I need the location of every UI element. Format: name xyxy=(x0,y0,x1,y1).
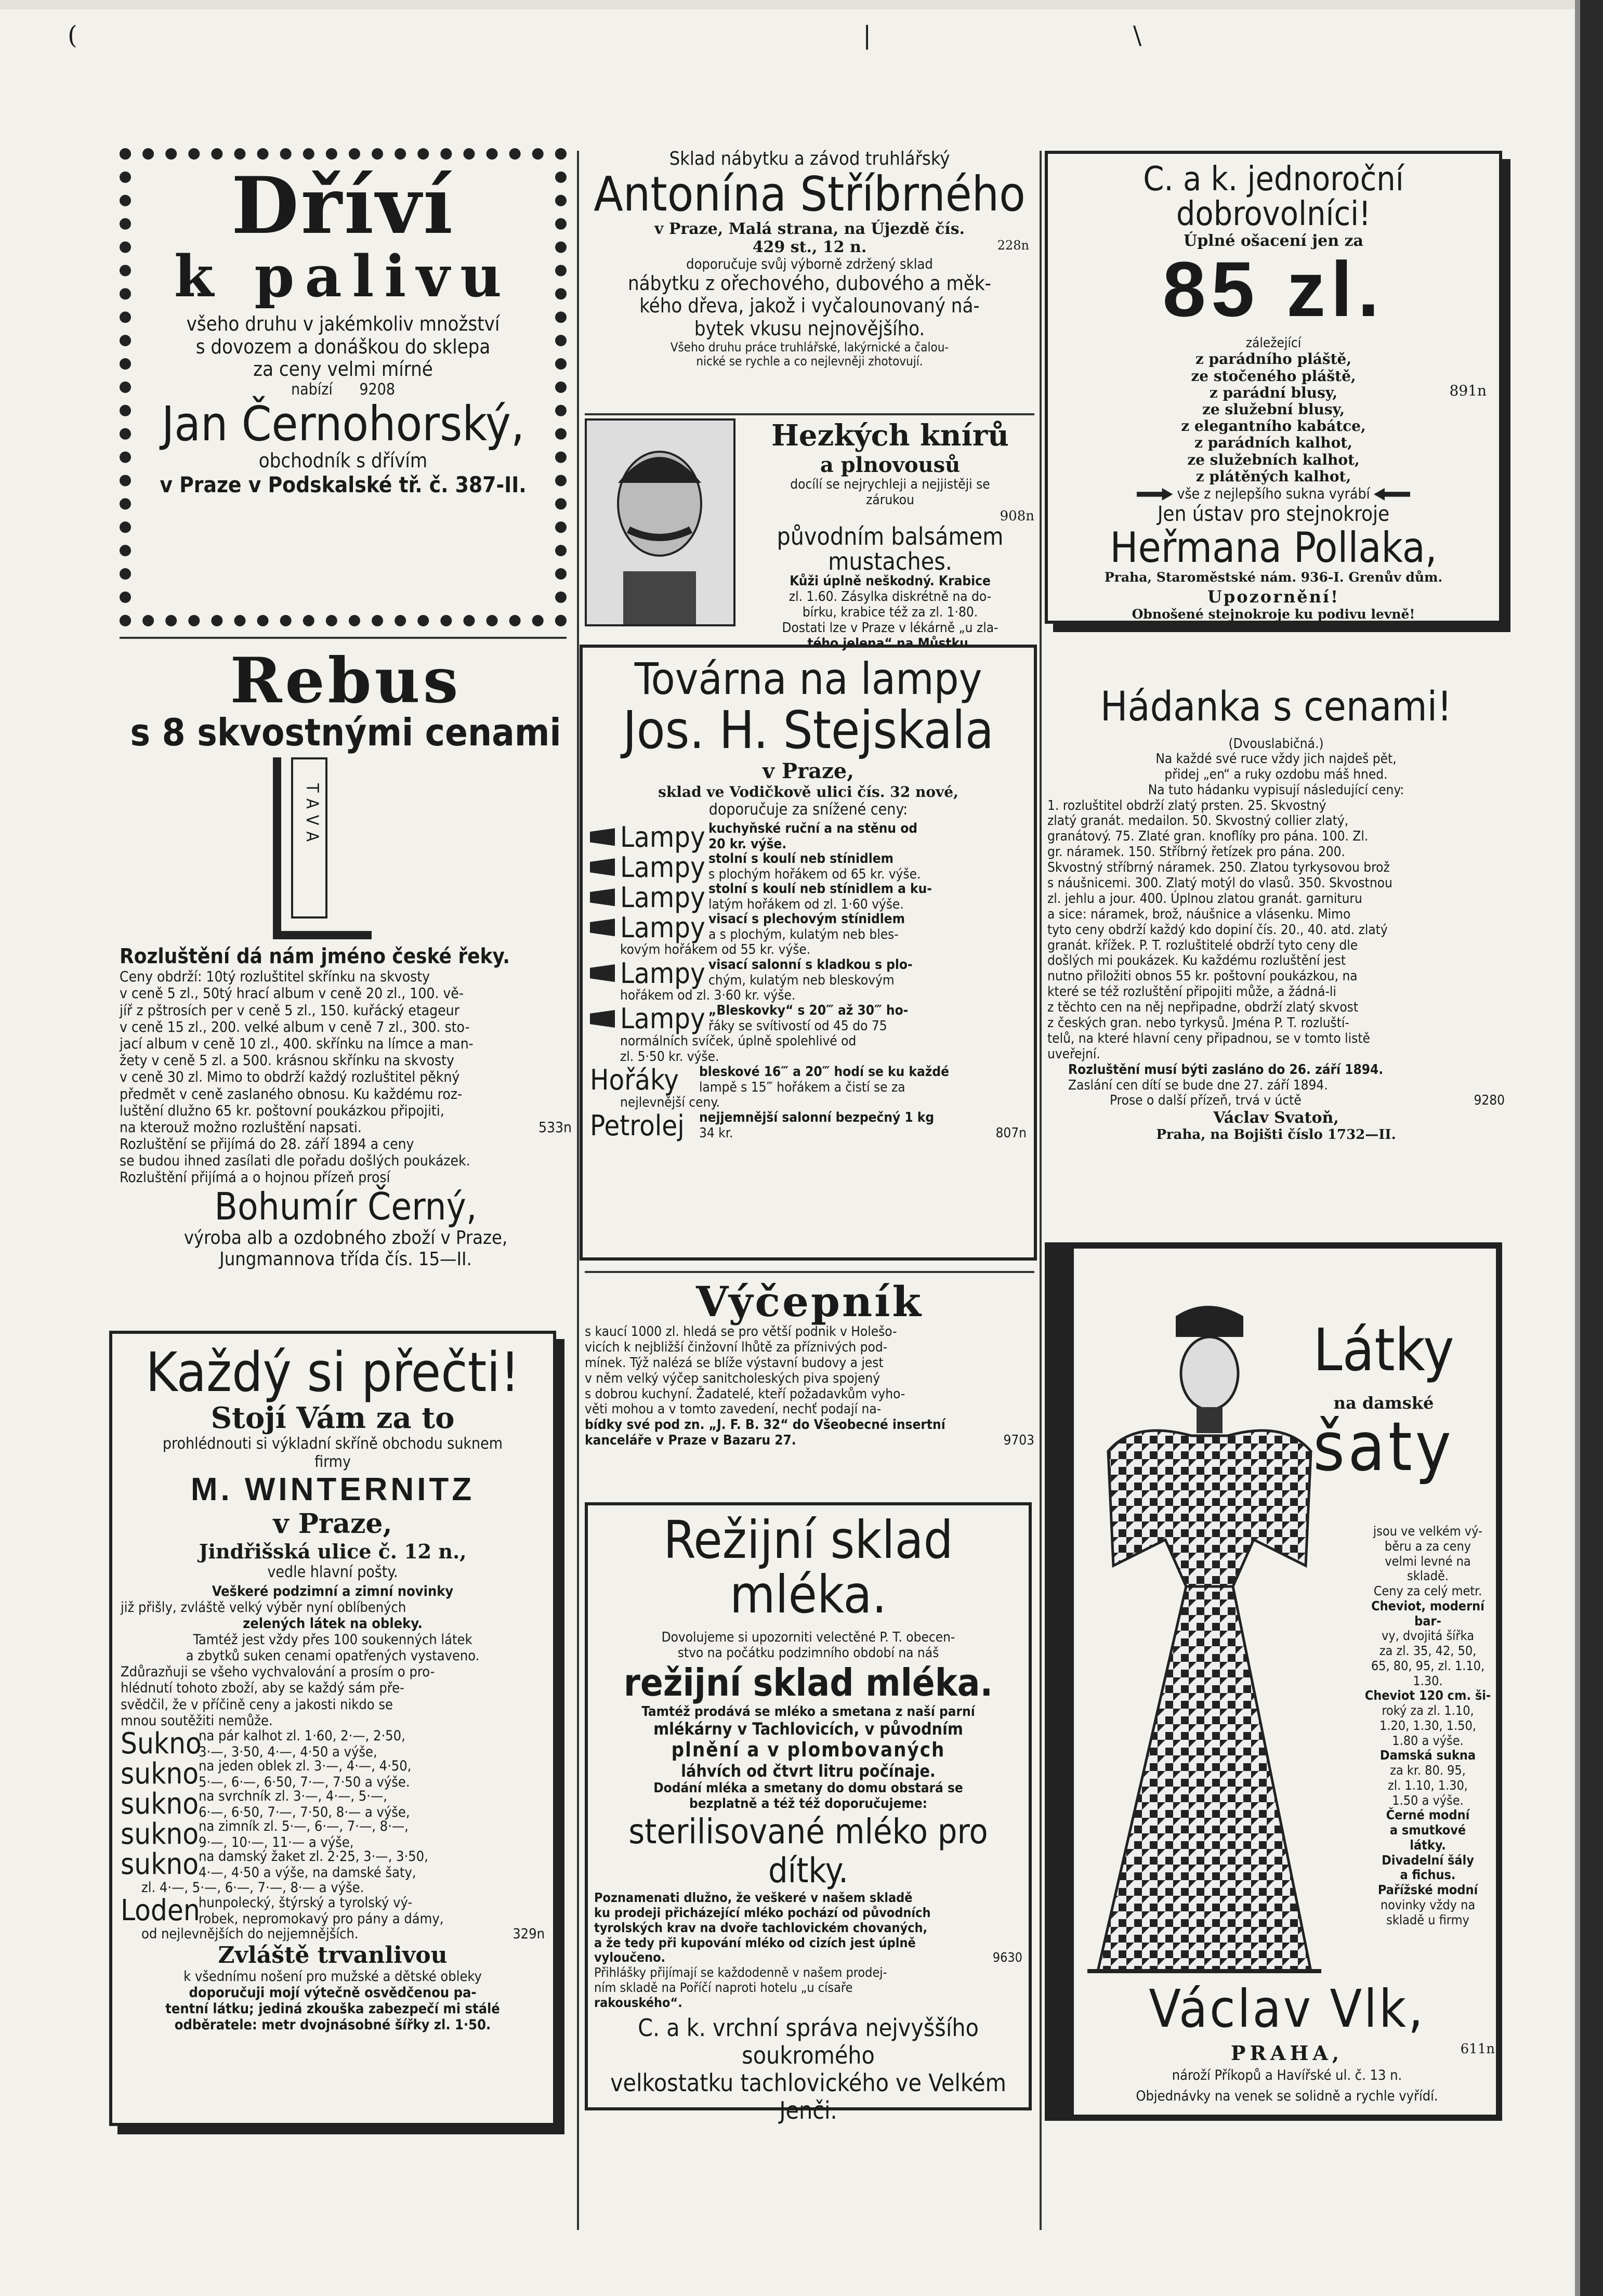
ad-line: jsou ve velkém vý- xyxy=(1373,1524,1483,1539)
section-rule xyxy=(585,413,1034,415)
ad-line: vedle hlavní pošty. xyxy=(267,1563,398,1582)
ad-line: Veškeré podzimní a zimní novinky xyxy=(212,1583,454,1600)
ad-price: 85 zl. xyxy=(1162,245,1385,333)
ad-line: v ceně 30 zl. Mimo to obdrží každý rozluštitel pěkný xyxy=(120,1068,460,1086)
ad-subtitle: Stojí Vám za to xyxy=(211,1401,455,1436)
ad-line: v něm velký výčep sanitcholeských piva spojený xyxy=(585,1370,881,1386)
page-edge xyxy=(1575,0,1580,2296)
ad-title: Výčepník xyxy=(696,1277,923,1326)
rebus-figure xyxy=(120,757,572,944)
lamp-line: visací s plechovým stínidlem xyxy=(708,911,905,927)
ad-line: a smutkové xyxy=(1389,1822,1466,1838)
ad-address: 429 st., 12 n. xyxy=(752,238,867,256)
top-edge xyxy=(0,0,1580,9)
section-rule xyxy=(585,1271,1034,1273)
goods-row xyxy=(121,1896,545,1926)
section-rule xyxy=(120,637,567,639)
lamp-line: zl. 5·50 kr. výše. xyxy=(620,1048,719,1065)
ad-role: obchodník s dřívím xyxy=(258,449,428,473)
lamp-row xyxy=(590,942,1027,958)
ad-line: novinky vždy na xyxy=(1380,1897,1476,1912)
ad-line: všeho druhu v jakémkoliv množství xyxy=(186,312,500,335)
ad-line: zl. jehlu a jour. 400. Úplnou zlatou granát. garnituru xyxy=(1047,890,1362,907)
ad-line: Dostati lze v Praze v lékárně „u zla- xyxy=(782,620,998,636)
ad-line: Cheviot, moderní bar- xyxy=(1371,1598,1484,1629)
ad-line: Prose o další přízeň, trvá v úctě xyxy=(1110,1093,1302,1109)
ad-line: k všednímu nošení pro mužské a dětské obleky xyxy=(183,1968,482,1985)
goods-row xyxy=(121,1789,545,1819)
ad-line: došlých mi poukázek. Ku každému rozluštění jest xyxy=(1047,953,1346,969)
ad-line: s dovozem a donáškou do sklepa xyxy=(195,335,491,358)
ad-line: Rozluštění přijímá a o hojnou přízeň prosí xyxy=(120,1169,390,1186)
ad-line: Tamtéž jest vždy přes 100 soukenných látek xyxy=(193,1632,472,1648)
lamp-name: Lampy xyxy=(620,881,705,914)
ad-line: Přihlášky přijímají se každodenně v našem prodej- xyxy=(594,1965,887,1980)
ad-line: Poznamenati dlužno, že veškeré v našem skladě xyxy=(594,1890,913,1906)
header-mark: ( xyxy=(68,21,77,50)
ad-line: Jen ústav pro stejnokroje xyxy=(1157,502,1390,526)
ad-city: v Praze, xyxy=(273,1508,392,1540)
ad-line: výroba alb a ozdobného zboží v Praze, xyxy=(183,1227,508,1249)
goods-row xyxy=(121,1759,545,1789)
ad-drivi xyxy=(120,148,567,626)
ad-street: Jindřišská ulice č. 12 n., xyxy=(199,1540,467,1564)
ad-line: záležející xyxy=(1245,335,1302,351)
hand-pointer-icon xyxy=(590,964,615,982)
ad-line: plnění a v plombovaných xyxy=(671,1738,945,1762)
header-mark: | xyxy=(863,21,872,50)
ad-top: Sklad nábytku a závod truhlářský xyxy=(669,148,950,169)
ad-big: šaty xyxy=(1313,1407,1454,1486)
ad-footer: Objednávky na venek se solidně a rychle vyřídí. xyxy=(1136,2088,1438,2104)
ad-line: stvo na počátku podzimního období na náš xyxy=(677,1645,939,1661)
goods-name: Loden xyxy=(121,1894,200,1928)
ad-ref: 807n xyxy=(995,1125,1027,1141)
ad-line: z českých gran. nebo tyrkysů. Jména P. T. rozluští- xyxy=(1047,1015,1349,1031)
ad-vlk xyxy=(1045,1242,1502,2121)
ad-footer: velkostatku tachlovického ve Velkém Jenči. xyxy=(610,2069,1006,2124)
ad-title: C. a k. jednoroční dobrovolníci! xyxy=(1143,160,1404,234)
ad-line: telů, na které hlavní ceny připadnou, se v tomto listě xyxy=(1047,1030,1370,1046)
lamp-name: Lampy xyxy=(620,820,705,854)
ad-line: Pařížské modní xyxy=(1377,1882,1478,1897)
ad-subtitle: Úplné ošacení jen za xyxy=(1184,232,1363,251)
lamp-name: Lampy xyxy=(620,850,705,884)
ad-line: již přišly, zvláště velký výběr nyní oblíbených xyxy=(121,1599,406,1616)
ad-line: doporučuje svůj výborně zdržený sklad xyxy=(686,256,933,272)
goods-row xyxy=(121,1849,545,1880)
ad-name: Václav Vlk, xyxy=(1149,1978,1425,2039)
ad-notice: Obnošené stejnokroje ku podivu levně! xyxy=(1132,606,1415,622)
ad-line: Na tuto hádanku vypisují následující ceny: xyxy=(1148,782,1404,798)
ad-line: Cheviot 120 cm. ši- xyxy=(1364,1688,1491,1703)
lamp-line: normálních svíček, úplně spolehlivé od xyxy=(620,1033,857,1049)
ad-line: nutno přiložiti obnos 55 kr. poštovní poukázkou, na xyxy=(1047,968,1358,985)
ad-line: (Dvouslabičná.) xyxy=(1228,736,1324,752)
ad-subtitle: a plnovousů xyxy=(820,453,961,477)
ad-line: v ceně 15 zl., 200. velké album v ceně 7 zl., 300. sto- xyxy=(120,1018,470,1035)
ad-firm: M. WINTERNITZ xyxy=(190,1472,475,1508)
lamp-line: bleskové 16‴ a 20‴ hodí se ku každé xyxy=(699,1064,949,1080)
ad-footer: C. a k. vrchní správa nejvyššího soukromého xyxy=(638,2014,979,2070)
lamp-row xyxy=(590,852,1027,882)
goods-line: na svrchník zl. 3·—, 4·—, 5·—, xyxy=(199,1788,387,1804)
ad-name: Antonína Stříbrného xyxy=(594,166,1026,222)
ad-line: vy, dvojitá šířka xyxy=(1381,1628,1475,1644)
lamp-row xyxy=(590,1004,1027,1034)
ad-vycepnik xyxy=(585,1279,1034,1502)
ad-line: rakouského“. xyxy=(594,1995,682,2010)
ad-line: zárukou xyxy=(866,492,914,508)
ad-line: ku prodeji přicházející mléko pochází od původních xyxy=(594,1905,931,1921)
ad-line: Skvostný stříbrný náramek. 250. Zlatou tyrkysovou brož xyxy=(1047,860,1390,876)
goods-name: sukno xyxy=(121,1757,199,1791)
lamp-row xyxy=(590,988,1027,1004)
ad-knir xyxy=(585,418,1034,651)
ad-special: Zvláště trvanlivou xyxy=(218,1941,448,1969)
ad-title: Továrna na lampy xyxy=(634,653,982,704)
ad-stejskal xyxy=(580,645,1037,1261)
ad-line: látky. xyxy=(1410,1837,1446,1853)
ad-item: z parádní blusy, xyxy=(1209,384,1338,401)
lamp-row xyxy=(590,1095,1027,1111)
ad-address: nároží Příkopů a Havířské ul. č. 13 n. xyxy=(1172,2067,1402,2083)
ad-name: Bohumír Černý, xyxy=(214,1184,477,1228)
ad-line: nické se rychle a co nejlevněji zhotovují. xyxy=(696,354,923,369)
ad-line: luštění dlužno 65 kr. poštovní poukázkou připojiti, xyxy=(120,1101,444,1119)
ad-ref: 9280 xyxy=(1474,1093,1505,1109)
ad-line: Kůži úplně neškodný. Krabice xyxy=(790,573,991,589)
lamp-line: kovým hořákem od 55 kr. výše. xyxy=(620,942,811,958)
goods-row xyxy=(121,1817,545,1852)
column-rule xyxy=(577,151,579,2230)
goods-line: 9·—, 10·—, 11·— a výše, xyxy=(199,1834,354,1851)
ad-line: skladě. xyxy=(1407,1568,1449,1584)
ad-line: Damská sukna xyxy=(1379,1748,1476,1763)
ad-subtitle: k palivu xyxy=(174,243,513,310)
ad-address: v Praze v Podskalské tř. č. 387-II. xyxy=(160,472,527,498)
ad-line: vicích k nejbližší činžovní lhůtě za příznivých pod- xyxy=(585,1339,888,1355)
ad-item: z elegantního kabátce, xyxy=(1181,417,1366,435)
ad-name: Jan Černohorský, xyxy=(161,396,525,452)
ad-line: Rozluštění musí býti zasláno do 26. září 1894. xyxy=(1068,1061,1384,1078)
ad-line: tyto ceny obdrží každý kdo dopiní čís. 20., 40. atd. zlatý xyxy=(1047,922,1388,938)
lamp-line: visací salonní s kladkou s plo- xyxy=(708,957,913,973)
ad-offer: nabízí xyxy=(291,381,333,399)
goods-name: Sukno xyxy=(121,1727,202,1761)
lamp-line: nejjemnější salonní bezpečný 1 kg xyxy=(699,1109,935,1125)
ad-line: 65, 80, 95, zl. 1.10, xyxy=(1371,1658,1485,1673)
ad-item: ze stočeného pláště, xyxy=(1191,367,1356,385)
ad-line: odběratele: metr dvojnásobné šířky zl. 1·50. xyxy=(174,2016,491,2033)
hand-pointer-icon xyxy=(590,1010,615,1028)
ad-line: běru a za ceny xyxy=(1384,1538,1471,1554)
ad-subtitle: s 8 skvostnými cenami xyxy=(130,711,561,754)
ad-line: vše z nejlepšího sukna vyrábí xyxy=(1177,484,1370,502)
ad-line: a sice: náramek, brož, náušnice a vlásenku. Mimo xyxy=(1047,906,1351,922)
ad-line: za zl. 35, 42, 50, xyxy=(1379,1643,1477,1658)
lamp-line: nejlevnější ceny. xyxy=(620,1094,720,1110)
ad-line: jací album v ceně 10 zl., 400. skřínku na límce a man- xyxy=(120,1034,474,1052)
ad-line: Dovolujeme si upozorniti velectěné P. T. obecen- xyxy=(661,1630,955,1645)
ad-line: bezplatně a též též doporučujeme: xyxy=(689,1795,927,1812)
ad-title: Hádanka s cenami! xyxy=(1100,684,1452,730)
ad-big: sterilisované mléko pro dítky. xyxy=(628,1811,988,1891)
ad-line: uveřejní. xyxy=(1047,1046,1100,1062)
ad-line: docílí se nejrychleji a nejjistěji se xyxy=(790,477,990,492)
lamp-name: Lampy xyxy=(620,1002,705,1035)
ad-line: od nejlevnějších do nejjemnějších. xyxy=(141,1925,359,1942)
ad-title: Dříví xyxy=(231,160,455,252)
lamp-name: Hořáky xyxy=(590,1064,679,1097)
ad-ref: 533n xyxy=(538,1118,572,1136)
hand-pointer-icon xyxy=(590,858,615,876)
goods-name: sukno xyxy=(121,1847,199,1882)
goods-name: sukno xyxy=(121,1787,199,1821)
hand-pointer-icon xyxy=(1374,488,1410,501)
hand-pointer-icon xyxy=(1137,488,1173,501)
ad-rebus xyxy=(120,644,572,1300)
goods-row xyxy=(121,1729,545,1759)
ad-line: věti mohou a v tomto zavedení, nechť podají na- xyxy=(585,1401,882,1418)
ad-line: s kaucí 1000 zl. hledá se pro větší podnik v Holešo- xyxy=(585,1324,897,1340)
ad-line: 1. rozluštitel obdrží zlatý prsten. 25. Skvostný xyxy=(1047,797,1326,814)
ad-ref: 891n xyxy=(1449,382,1487,400)
lamp-line: s plochým hořákem od 65 kr. výše. xyxy=(708,867,921,883)
ad-line: hlédnutí tohoto zboží, aby se každý sám pře- xyxy=(121,1680,404,1697)
scan-border xyxy=(1580,0,1603,2296)
ad-ref: 9208 xyxy=(359,381,396,399)
ad-line: Zaslání cen dítí se bude dne 27. září 1894. xyxy=(1068,1077,1328,1093)
lamp-line: lampě s 15‴ hořákem a čistí se za xyxy=(699,1079,905,1095)
ad-line: vyloučeno. xyxy=(594,1950,666,1965)
ad-title: Hezkých knírů xyxy=(771,418,1009,453)
ad-line: Divadelní šály xyxy=(1382,1852,1474,1868)
rebus-letters: TAVA xyxy=(303,783,322,849)
ad-line: za kr. 80. 95, xyxy=(1390,1763,1466,1778)
ad-line: na kterouž možno rozluštění napsati. xyxy=(120,1118,362,1136)
ad-line: Černé modní xyxy=(1386,1807,1470,1823)
ad-line: 1.80 a výše. xyxy=(1392,1733,1464,1748)
ad-line: Dodání mléka a smetany do domu obstará se xyxy=(653,1780,963,1796)
lamp-row xyxy=(590,882,1027,912)
goods-row xyxy=(121,1880,545,1896)
ad-line: 1.30. xyxy=(1413,1673,1443,1688)
ad-ref: 329n xyxy=(513,1925,545,1942)
lamp-row xyxy=(590,958,1027,988)
goods-line: na pár kalhot zl. 1·60, 2·—, 2·50, xyxy=(199,1727,405,1744)
ad-line: se budou ihned zasílati dle pořadu došlých poukázek. xyxy=(120,1152,470,1170)
goods-line: na zimník zl. 5·—, 6·—, 7·—, 8·—, xyxy=(199,1818,409,1834)
ad-item: ze služební blusy, xyxy=(1202,400,1345,418)
ad-item: z parádního pláště, xyxy=(1195,350,1352,368)
goods-line: robek, nepromokavý pro pány a dámy, xyxy=(199,1910,444,1927)
goods-line: 3·—, 3·50, 4·—, 4·50 a výše, xyxy=(199,1743,377,1760)
ad-line: tého jelena“ na Můstku. xyxy=(807,635,973,651)
ad-title: Rebus xyxy=(230,644,462,717)
ad-line: a fichus. xyxy=(1400,1867,1456,1883)
ad-line: za ceny velmi mírné xyxy=(253,358,433,381)
ad-line: láhvích od čtvrt litru počínaje. xyxy=(681,1761,936,1781)
ad-line: svědčil, že v příčině ceny a jakosti nikdo se xyxy=(121,1696,393,1713)
ad-ref: 908n xyxy=(1000,508,1034,524)
ad-name: Jos. H. Stejskala xyxy=(623,700,994,761)
ad-line: kanceláře v Praze v Bazaru 27. xyxy=(585,1433,796,1449)
ad-line: v ceně 5 zl., 50tý hrací album v ceně 20 zl., 100. vě- xyxy=(120,985,464,1002)
lamp-line: kuchyňské ruční a na stěnu od xyxy=(708,821,918,837)
lamp-name: Petrolej xyxy=(590,1109,685,1143)
goods-line: 4·—, 4·50 a výše, na damské šaty, xyxy=(199,1864,416,1881)
ad-product: původním balsámem mustaches. xyxy=(777,522,1004,576)
lamp-line: chým, kulatým neb bleskovým xyxy=(708,973,895,989)
ad-item: ze služebních kalhot, xyxy=(1187,451,1360,468)
goods-line: zl. 4·—, 5·—, 6·—, 7·—, 8·— a výše. xyxy=(141,1879,364,1896)
ad-mleko xyxy=(585,1502,1032,2124)
ad-line: skladě u firmy xyxy=(1386,1912,1469,1927)
ad-title: Každý si přečti! xyxy=(146,1341,520,1404)
ad-line: firmy xyxy=(314,1452,351,1471)
ad-city: v Praze, xyxy=(762,759,855,784)
ad-line: Jungmannova třída čís. 15—II. xyxy=(219,1248,472,1270)
ad-address: Praha, Staroměstské nám. 936-I. Grenův dům. xyxy=(1104,569,1443,585)
goods-line: 6·—, 6·50, 7·—, 7·50, 8·— a výše, xyxy=(199,1804,410,1820)
column-rule xyxy=(1040,151,1042,2230)
ad-line: Ceny za celý metr. xyxy=(1373,1583,1482,1598)
goods-name: sukno xyxy=(121,1817,199,1852)
goods-line: na damský žaket zl. 2·25, 3·—, 3·50, xyxy=(199,1848,428,1865)
ad-ref: 9703 xyxy=(1003,1433,1034,1449)
ad-hadanka xyxy=(1047,686,1505,1227)
lamp-row xyxy=(590,1034,1027,1065)
ad-line: zl. 1.60. Zásylka diskrétně na do- xyxy=(789,589,992,605)
ad-item: z parádních kalhot, xyxy=(1194,434,1352,452)
ad-address: Praha, na Bojišti číslo 1732—II. xyxy=(1156,1127,1396,1143)
lamp-line: latým hořákem od zl. 1·60 výše. xyxy=(708,897,904,913)
ad-line: nábytku z ořechového, dubového a měk- xyxy=(628,271,991,295)
ad-line: gr. náramek. 150. Stříbrný řetízek pro pána. 200. xyxy=(1047,844,1345,860)
goods-line: hunpolecký, štýrský a tyrolský vý- xyxy=(199,1894,413,1911)
lamp-name: Lampy xyxy=(620,911,705,944)
ad-line: mnou soutěžiti nemůže. xyxy=(121,1712,273,1729)
ad-line: Tamtéž prodává se mléko a smetana z naší parní xyxy=(641,1703,975,1720)
lamp-line: „Bleskovky“ s 20‴ až 30‴ ho- xyxy=(708,1003,909,1019)
ad-line: a zbytků suken cenami opatřených vystaveno. xyxy=(186,1648,480,1664)
ad-line: doporučuji mojí výtečně osvědčenou pa- xyxy=(189,1984,477,2001)
ad-line: kého dřeva, jakož i vyčalounovaný ná- xyxy=(639,294,980,318)
ad-address: sklad ve Vodičkově ulici čís. 32 nové, xyxy=(658,783,958,801)
ad-item: z plátěných kalhot, xyxy=(1195,467,1351,485)
lamp-row xyxy=(590,1111,1027,1141)
ad-line: prohlédnouti si výkladní skříně obchodu suknem xyxy=(162,1435,503,1453)
lamp-line: hořákem od zl. 3·60 kr. výše. xyxy=(620,988,796,1004)
ad-stribrny xyxy=(585,148,1034,450)
lamp-line: řáky se svítivostí od 45 do 75 xyxy=(708,1018,887,1034)
portrait-image xyxy=(585,418,735,626)
ad-address: v Praze, Malá strana, na Újezdě čís. xyxy=(654,219,965,238)
ad-line: zl. 1.10, 1.30, xyxy=(1388,1777,1468,1793)
ad-line: jíř z pštrosích per v ceně 5 zl., 150. kuřácký etageur xyxy=(120,1001,459,1019)
ad-ref: 611n xyxy=(1460,2041,1495,2057)
ad-line: 1.20, 1.30, 1.50, xyxy=(1379,1717,1476,1733)
ad-line: bytek vkusu nejnovějšího. xyxy=(694,317,925,340)
rebus-solution: Rozluštění dá nám jméno české řeky. xyxy=(120,944,510,969)
ad-line: a že tedy při kupování mléko od cizích jest úplně xyxy=(594,1935,916,1950)
ad-winternitz xyxy=(109,1331,556,2126)
hand-pointer-icon xyxy=(590,828,615,846)
ad-line: z těchto cen na něj nepřipadne, obdrží zlatý skvost xyxy=(1047,1000,1359,1016)
lamp-row xyxy=(590,822,1027,852)
lamp-line: 34 kr. xyxy=(699,1125,733,1141)
ad-line: tyrolských krav na dvoře tachlovickém chovaných, xyxy=(594,1920,928,1935)
ad-ref: 228n xyxy=(997,238,1029,253)
ad-line: Zdůrazňuji se všeho vychvalování a prosím o pro- xyxy=(121,1664,435,1681)
ad-line: které se též rozluštění připojiti může, a žádná-li xyxy=(1047,984,1336,1000)
hand-pointer-icon xyxy=(590,919,615,936)
ad-title: Látky xyxy=(1313,1317,1454,1384)
ad-line: velmi levné na xyxy=(1385,1553,1471,1569)
lamp-line: a s plochým, kulatým neb bles- xyxy=(708,927,899,943)
ad-line: žety v ceně 5 zl. a 500. krásnou skřínku na skvosty xyxy=(120,1052,454,1069)
ad-line: Na každé své ruce vždy jich najdeš pět, xyxy=(1155,751,1397,767)
ad-name: Heřmana Pollaka, xyxy=(1110,523,1437,572)
ad-line: přidej „en“ a ruky ozdobu máš hned. xyxy=(1164,766,1388,782)
ad-line: mlékárny v Tachlovicích, v původním xyxy=(653,1719,963,1739)
header-mark: \ xyxy=(1133,21,1142,50)
ad-line: předmět v ceně zaslaného obnosu. Ku každému roz- xyxy=(120,1085,463,1103)
lamp-row xyxy=(590,912,1027,942)
ad-line: Všeho druhu práce truhlářské, lakýrnické a čalou- xyxy=(670,339,949,355)
ad-title: Režijní sklad mléka. xyxy=(663,1510,953,1625)
ad-subtitle: na damské xyxy=(1333,1393,1434,1413)
lamp-line: stolní s koulí neb stínidlem a ku- xyxy=(708,881,932,897)
ad-line: mínek. Týž nalézá se blíže výstavní budovy a jest xyxy=(585,1355,884,1371)
lamp-row xyxy=(590,1065,1027,1095)
ad-line: zelených látek na obleky. xyxy=(243,1616,423,1632)
ad-line: granát. křížek. P. T. rozluštitelé obdrží tyto ceny dle xyxy=(1047,937,1358,953)
ad-line: Ceny obdrží: 10tý rozluštitel skřínku na skvosty xyxy=(120,968,430,986)
lamp-line: stolní s koulí neb stínidlem xyxy=(708,851,894,867)
goods-line: 5·—, 6·—, 6·50, 7·—, 7·50 a výše. xyxy=(199,1774,410,1790)
ad-pollak xyxy=(1045,151,1502,624)
ad-line: s náušnicemi. 300. Zlatý motýl do vlasů. 350. Skvostnou xyxy=(1047,875,1392,891)
ad-city: PRAHA, xyxy=(1230,2041,1344,2065)
goods-line: na jeden oblek zl. 3·—, 4·—, 4·50, xyxy=(199,1757,412,1774)
ad-line: roký za zl. 1.10, xyxy=(1382,1703,1474,1718)
ad-line: tentní látku; jediná zkouška zabezpečí mi stálé xyxy=(165,2000,500,2017)
ad-line: Rozluštění se přijímá do 28. září 1894 a ceny xyxy=(120,1135,414,1153)
ad-line: granátový. 75. Zlaté gran. knoflíky pro pána. 100. Zl. xyxy=(1047,829,1369,845)
ad-line: ním skladě na Poříčí naproti hotelu „u císaře xyxy=(594,1979,853,1995)
ad-notice: Upozornění! xyxy=(1207,586,1340,607)
ad-line: zlatý granát. medailon. 50. Skvostný collier zlatý, xyxy=(1047,813,1349,829)
ad-line: s dobrou kuchyní. Žadatelé, kteří požadavkům vyho- xyxy=(585,1386,905,1402)
hand-pointer-icon xyxy=(590,888,615,906)
ad-line: doporučuje za snížené ceny: xyxy=(708,801,908,819)
lamp-name: Lampy xyxy=(620,956,705,990)
ad-line: bídky své pod zn. „J. F. B. 32“ do Všeobecné insertní xyxy=(585,1417,945,1433)
ad-name: Václav Svatoň, xyxy=(1213,1109,1339,1127)
lamp-line: 20 kr. výše. xyxy=(708,836,787,852)
ad-ref: 9630 xyxy=(992,1950,1022,1965)
ad-line: 1.50 a výše. xyxy=(1392,1792,1464,1808)
ad-big: režijní sklad mléka. xyxy=(623,1660,993,1704)
ad-line: bírku, krabice též za zl. 1·80. xyxy=(802,605,978,621)
